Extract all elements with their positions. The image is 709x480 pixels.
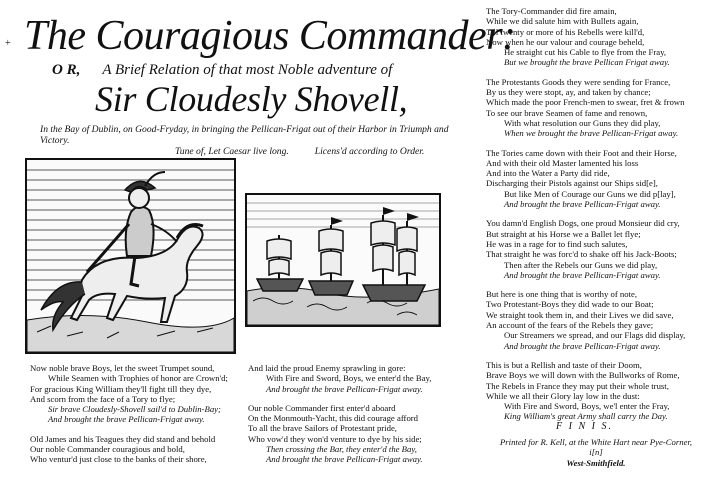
license-text: Licens'd according to Order. — [314, 146, 425, 157]
verse-line: For gracious King William they'll fight till they dye, — [30, 383, 212, 394]
verse-line: Our noble Commander first enter'd aboard — [248, 402, 396, 413]
verse-line: With what resolution our Guns they did play, — [504, 117, 661, 128]
verse-line: But here is one thing that is worthy of note, — [486, 289, 638, 300]
verse-line: And brought the brave Pellican-Frigat away. — [504, 199, 661, 210]
verse-line: King William's great Army shall carry the Day. — [504, 411, 668, 422]
imprint-line-2: West-Smithfield. — [566, 457, 626, 468]
verse-line: With Fire and Sword, Boys, we enter'd the Bay, — [266, 373, 432, 384]
stanza — [248, 363, 463, 394]
verse-line: The Tories came down with their Foot and their Horse, — [486, 147, 677, 158]
verse-line: The Tory-Commander did fire amain, — [486, 6, 617, 16]
stanza — [486, 360, 704, 422]
verse-line: We straight took them in, and their Lives we did save, — [486, 309, 674, 320]
verse-line: Which made the poor French-men to swear, fret & frown — [486, 97, 685, 108]
stanza — [486, 148, 704, 210]
verse-line: This is but a Rellish and taste of their Doom, — [486, 359, 642, 370]
verse-line: But straight at his Horse we a Ballet let flye; — [486, 228, 641, 239]
stanza — [486, 77, 704, 139]
verse-line: Who vow'd they won'd venture to dye by his side; — [248, 433, 422, 444]
verse-line: Then after the Rebels our Guns we did play, — [504, 259, 658, 270]
verse-line: While we did salute him with Bullets again, — [486, 16, 639, 27]
verse-line: While Seamen with Trophies of honor are Crown'd; — [48, 373, 228, 384]
intro-text: In the Bay of Dublin, on Good-Fryday, in bringing the Pellican-Frigat out of their Harbor in Triumph and Victory. — [40, 124, 449, 146]
verse-line: By us they were stopt, ay, and taken by chance; — [486, 87, 651, 98]
verse-line: He straight cut his Cable to flye from the Fray, — [504, 47, 667, 58]
stanza — [30, 363, 240, 425]
verse-line: But like Men of Courage our Guns we did p[lay], — [504, 188, 676, 199]
verse-line: And brought the brave Pellican-Frigat away. — [266, 454, 423, 465]
verse-line: And brought the brave Pellican-Frigat away. — [504, 269, 661, 280]
ships-illustration — [247, 195, 439, 325]
horseman-woodcut — [25, 158, 236, 354]
verse-line: Now when he our valour and courage beheld, — [486, 36, 645, 47]
verse-line: Two Protestant-Boys they did wade to our Boat; — [486, 299, 654, 310]
verse-line: The Protestants Goods they were sending for France, — [486, 76, 671, 87]
verse-line: Now noble brave Boys, let the sweet Trumpet sound, — [30, 363, 215, 373]
verse-line: The Rebels in France they may put their whole trust, — [486, 380, 669, 391]
imprint-line-1: Printed for R. Kell, at the White Hart near Pye-Corner, i[n] — [499, 437, 693, 458]
horseman-illustration — [27, 160, 234, 352]
verse-line: Our noble Commander couragious and bold, — [30, 444, 185, 455]
verse-line: Old James and his Teagues they did stand and behold — [30, 433, 216, 444]
verse-line: Discharging their Pistols against our Ships sid[e], — [486, 178, 658, 189]
verse-line: Sir brave Cloudesly-Shovell sail'd to Dublin-Bay; — [48, 404, 221, 415]
subtitle-line — [52, 62, 482, 79]
verse-line: An account of the fears of the Rebels they gave; — [486, 320, 654, 331]
or-label: O R, — [52, 62, 81, 78]
verse-line: But we brought the brave Pellican Frigat away. — [504, 57, 670, 68]
verse-line: He was in a rage for to find such salutes, — [486, 238, 628, 249]
verse-line: While we all their Glory lay low in the dust: — [486, 390, 640, 401]
verse-line: Then crossing the Bar, they enter'd the Bay, — [266, 444, 417, 455]
verse-line: On the Monmouth-Yacht, this did courage afford — [248, 413, 419, 424]
stanza — [486, 218, 704, 280]
stanza-column-2 — [248, 363, 463, 474]
verse-line: Till twenty or more of his Rebells were kill'd, — [486, 26, 645, 37]
hero-name: Sir Cloudesly Shovell, — [95, 79, 408, 119]
verse-line: And laid the proud Enemy sprawling in gore: — [248, 363, 406, 373]
margin-mark: + — [5, 38, 11, 49]
verse-line: That straight he was forc'd to shake off his Jack-Boots; — [486, 249, 677, 260]
stanza — [248, 403, 463, 465]
verse-line: To all the brave Sailors of Protestant pride, — [248, 423, 397, 434]
verse-line: And with their old Master lamented his loss — [486, 157, 639, 168]
stanza-column-1 — [30, 363, 240, 474]
ships-woodcut — [245, 193, 441, 327]
verse-line: When we brought the brave Pellican-Frigat away. — [504, 128, 679, 139]
verse-line: Who ventur'd just close to the banks of their shore, — [30, 454, 207, 465]
tune-license-line — [175, 146, 465, 157]
stanza-column-3 — [486, 6, 704, 431]
verse-line: Brave Boys we will down with the Bullworks of Rome, — [486, 370, 680, 381]
tune-text: Tune of, Let Caesar live long. — [175, 146, 289, 157]
verse-line: And scorn from the face of a Tory to flye; — [30, 393, 176, 404]
verse-line: And brought the brave Pellican-Frigat away. — [504, 340, 661, 351]
verse-line: Our Streamers we spread, and our Flags did display, — [504, 330, 686, 341]
verse-line: You damn'd English Dogs, one proud Monsieur did cry, — [486, 218, 680, 229]
subtitle-text: A Brief Relation of that most Noble adventure of — [102, 62, 393, 78]
verse-line: To see our brave Seamen of fame and renown, — [486, 107, 648, 118]
verse-line: And brought the brave Pellican-Frigat away. — [48, 414, 205, 425]
ballad-title: The Couragious Commander: — [24, 13, 516, 59]
verse-line: With Fire and Sword, Boys, we'l enter the Fray, — [504, 401, 670, 412]
stanza — [486, 289, 704, 351]
stanza — [30, 434, 240, 465]
printer-imprint — [496, 437, 696, 468]
verse-line: And into the Water a Party did ride, — [486, 168, 610, 179]
stanza — [486, 6, 704, 68]
finis-mark: F I N I S. — [556, 421, 613, 432]
verse-line: And brought the brave Pellican-Frigat away. — [266, 383, 423, 394]
